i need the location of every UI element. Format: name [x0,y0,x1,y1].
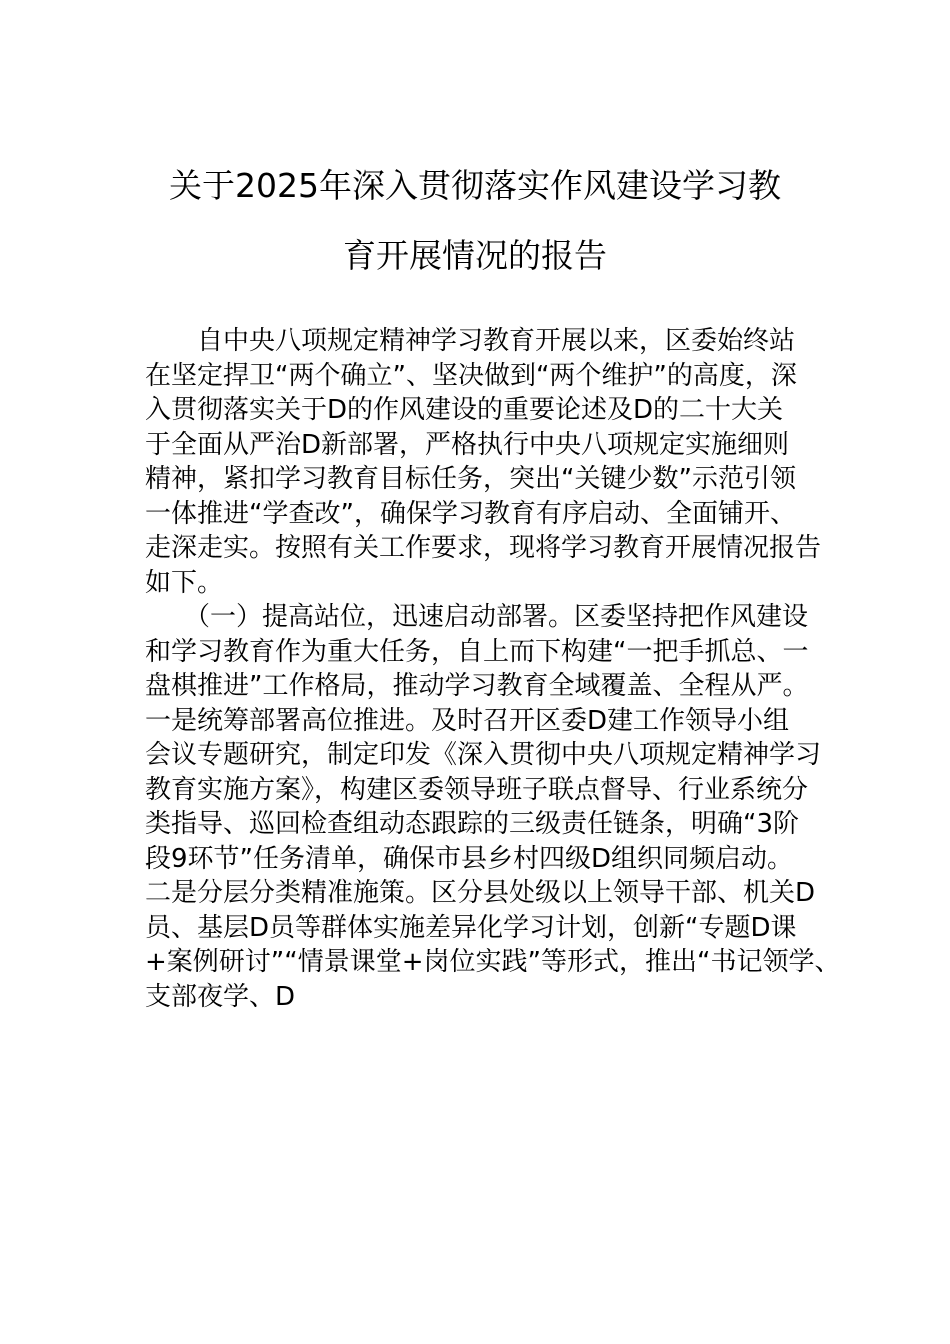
body-line: （一）提高站位，迅速启动部署。区委坚持把作风建设 [145,602,809,632]
body-line: 自中央八项规定精神学习教育开展以来，区委始终站 [145,326,796,356]
body-line: 于全面从严治D新部署，严格执行中央八项规定实施细则 [145,429,790,460]
body-line: 一体推进“学查改”，确保学习教育有序启动、全面铺开、 [145,498,796,529]
body-line: 盘棋推进”工作格局，推动学习教育全域覆盖、全程从严。 [145,671,809,701]
body-line: 教育实施方案》，构建区委领导班子联点督导、行业系统分 [145,774,809,805]
body-line: 一是统筹部署高位推进。及时召开区委D建工作领导小组 [145,705,790,736]
body-line: 类指导、巡回检查组动态跟踪的三级责任链条，明确“3阶 [145,809,800,839]
document-title-line-2: 育开展情况的报告 [343,236,607,275]
document-body [145,324,841,1014]
body-line: 入贯彻落实关于D的作风建设的重要论述及D的二十大关 [145,395,784,425]
body-line: 走深走实。按照有关工作要求，现将学习教育开展情况报告 [145,533,822,563]
body-line: 二是分层分类精准施策。区分县处级以上领导干部、机关D [145,878,816,908]
body-line: 支部夜学、D [145,981,296,1012]
body-line: 如下。 [145,567,224,598]
body-line: 会议专题研究，制定印发《深入贯彻中央八项规定精神学习 [145,740,822,770]
body-line: 和学习教育作为重大任务，自上而下构建“一把手抓总、一 [145,636,809,667]
body-line: +案例研讨”“情景课堂+岗位实践”等形式，推出“书记领学、 [145,947,841,977]
body-line: 精神，紧扣学习教育目标任务，突出“关键少数”示范引领 [145,464,796,494]
body-line: 段9环节”任务清单，确保市县乡村四级D组织同频启动。 [145,843,794,874]
body-line: 在坚定捍卫“两个确立”、坚决做到“两个维护”的高度，深 [145,360,797,391]
body-line: 员、基层D员等群体实施差异化学习计划，创新“专题D课 [145,912,797,943]
document-title-line-1: 关于2025年深入贯彻落实作风建设学习教 [169,166,781,205]
